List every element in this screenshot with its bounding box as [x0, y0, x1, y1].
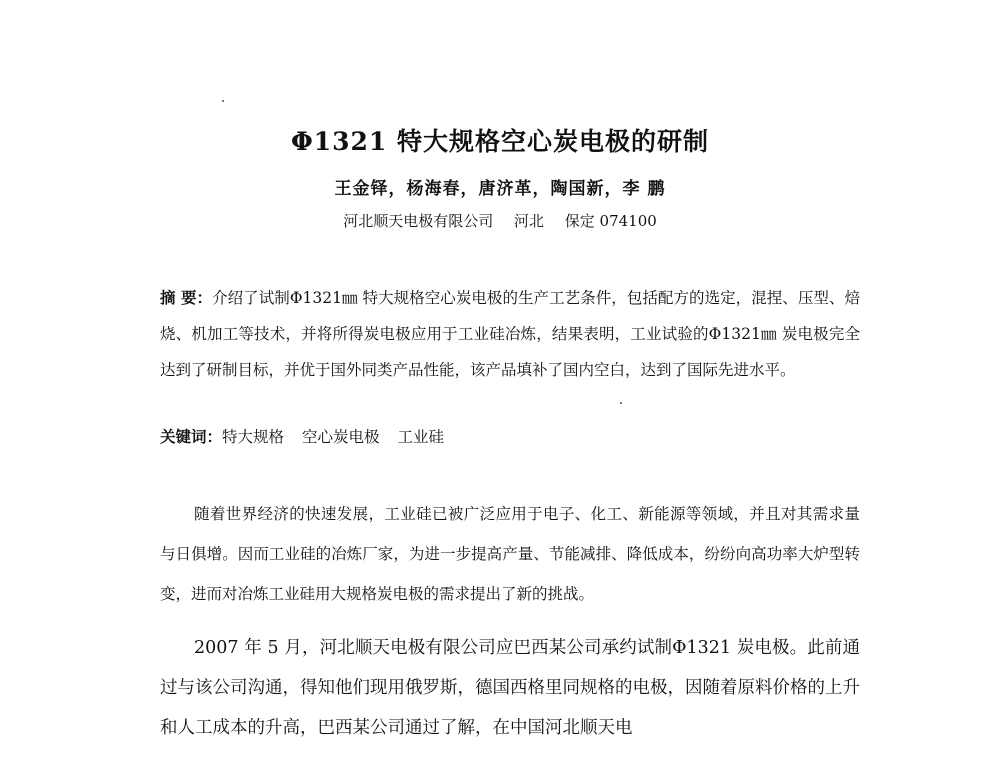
keywords-label: 关键词：: [160, 427, 223, 446]
abstract: [160, 280, 860, 388]
keyword-item: 特大规格: [222, 428, 285, 446]
affiliation-org: 河北顺天电极有限公司: [343, 212, 494, 230]
body-paragraph-1: 随着世界经济的快速发展，工业硅已被广泛应用于电子、化工、新能源等领域，并且对其需求量与日俱增。因而工业硅的冶炼厂家，为进一步提高产量、节能减排、降低成本，纷纷向高功率大炉型转变，进而对冶炼工业硅用大规格炭电极的需求提出了新的挑战。: [160, 505, 860, 603]
keyword-item: 空心炭电极: [302, 428, 380, 446]
scan-speck: [222, 100, 224, 102]
abstract-label: 摘 要：: [160, 288, 213, 307]
keyword-item: 工业硅: [397, 428, 445, 446]
paper-title: Φ1321 特大规格空心炭电极的研制: [290, 127, 710, 156]
scan-speck: [620, 402, 622, 404]
abstract-text: 介绍了试制Φ1321㎜ 特大规格空心炭电极的生产工艺条件，包括配方的选定，混捏、压型、焙烧、机加工等技术，并将所得炭电极应用于工业硅冶炼，结果表明，工业试验的Φ1321㎜ 炭电极完全达到了研制目标，并优于国外同类产品性能，该产品填补了国内空白，达到了国际先进水平。: [160, 289, 860, 379]
keywords: [160, 422, 860, 452]
affiliation: [0, 210, 1000, 231]
affiliation-city-postcode: 保定 074100: [564, 212, 657, 230]
affiliation-province: 河北: [513, 212, 544, 230]
author-list: 王金铎，杨海春，唐济革，陶国新，李 鹏: [334, 179, 666, 199]
body-paragraph-2: 2007 年 5 月，河北顺天电极有限公司应巴西某公司承约试制Φ1321 炭电极。此前通过与该公司沟通，得知他们现用俄罗斯，德国西格里同规格的电极，因随着原料价格的上升和人工成本的升高，巴西某公司通过了解，在中国河北顺天电: [160, 638, 860, 738]
